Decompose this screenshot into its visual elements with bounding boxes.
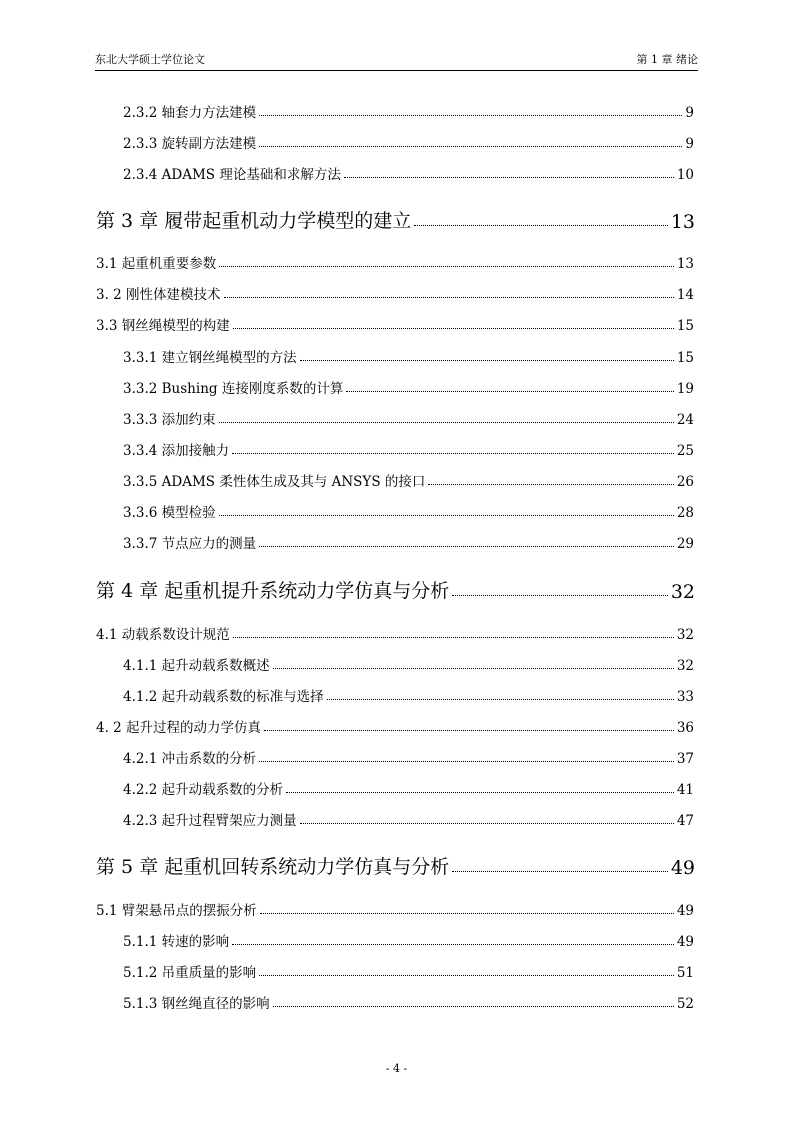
toc-entry-title: 5.1 臂架悬吊点的摆振分析 (96, 903, 257, 919)
toc-entry-page: 29 (676, 536, 694, 552)
toc-entry-title: 4.1.1 起升动载系数概述 (123, 658, 270, 674)
toc-section-entry[interactable] (96, 312, 694, 334)
toc-subsection-entry[interactable] (123, 652, 694, 674)
toc-dot-leader (219, 515, 674, 516)
page-number: - 4 - (385, 1062, 408, 1075)
toc-section-entry[interactable] (96, 250, 694, 272)
toc-entry-page: 33 (676, 689, 694, 705)
toc-dot-leader (264, 730, 674, 731)
toc-dot-leader (273, 668, 674, 669)
toc-entry-title: 第 5 章 起重机回转系统动力学仿真与分析 (96, 856, 450, 878)
toc-entry-title: 2.3.4 ADAMS 理论基础和求解方法 (123, 167, 341, 183)
toc-entry-page: 14 (676, 287, 694, 303)
toc-entry-title: 4.2.2 起升动载系数的分析 (123, 782, 284, 798)
toc-entry-page: 49 (676, 934, 694, 950)
toc-dot-leader (346, 391, 673, 392)
toc-subsection-entry[interactable] (123, 959, 694, 981)
toc-entry-title: 4. 2 起升过程的动力学仿真 (96, 720, 262, 736)
toc-entry-title: 4.1 动载系数设计规范 (96, 627, 230, 643)
toc-section-entry[interactable] (96, 714, 694, 736)
toc-section-entry[interactable] (96, 621, 694, 643)
toc-entry-page: 51 (676, 965, 694, 981)
toc-entry-title: 3.3.3 添加约束 (123, 412, 216, 428)
toc-subsection-entry[interactable] (123, 437, 694, 459)
toc-section-entry[interactable] (96, 281, 694, 303)
toc-entry-title: 4.2.3 起升过程臂架应力测量 (123, 813, 297, 829)
toc-subsection-entry[interactable] (123, 776, 694, 798)
toc-entry-page: 15 (676, 350, 694, 366)
toc-entry-page: 9 (685, 136, 694, 152)
toc-subsection-entry[interactable] (123, 745, 694, 767)
toc-subsection-entry[interactable] (123, 683, 694, 705)
toc-entry-page: 25 (676, 443, 694, 459)
toc-entry-title: 4.1.2 起升动载系数的标准与选择 (123, 689, 324, 705)
toc-dot-leader (259, 146, 682, 147)
toc-subsection-entry[interactable] (123, 344, 694, 366)
toc-entry-page: 10 (676, 167, 694, 183)
toc-dot-leader (452, 871, 668, 872)
toc-dot-leader (233, 637, 674, 638)
toc-dot-leader (260, 913, 674, 914)
toc-entry-page: 9 (685, 105, 694, 121)
toc-dot-leader (300, 360, 674, 361)
toc-subsection-entry[interactable] (123, 807, 694, 829)
toc-dot-leader (273, 1006, 674, 1007)
toc-entry-title: 3.3.4 添加接触力 (123, 443, 230, 459)
toc-dot-leader (259, 115, 682, 116)
toc-dot-leader (219, 422, 674, 423)
toc-subsection-entry[interactable] (123, 990, 694, 1012)
toc-entry-title: 第 3 章 履带起重机动力学模型的建立 (96, 210, 412, 232)
toc-entry-page: 13 (676, 256, 694, 272)
toc-dot-leader (259, 761, 674, 762)
toc-dot-leader (224, 297, 674, 298)
toc-subsection-entry[interactable] (123, 99, 694, 121)
toc-subsection-entry[interactable] (123, 468, 694, 490)
toc-dot-leader (327, 699, 674, 700)
toc-entry-title: 3.3.7 节点应力的测量 (123, 536, 257, 552)
toc-entry-page: 13 (670, 211, 695, 233)
toc-subsection-entry[interactable] (123, 375, 694, 397)
toc-dot-leader (300, 823, 674, 824)
toc-entry-page: 52 (676, 996, 694, 1012)
toc-dot-leader (452, 595, 668, 596)
toc-entry-title: 3. 2 刚性体建模技术 (96, 287, 221, 303)
toc-chapter-entry[interactable] (96, 849, 695, 879)
toc-entry-page: 32 (670, 581, 695, 603)
toc-entry-page: 28 (676, 505, 694, 521)
toc-entry-page: 32 (676, 627, 694, 643)
toc-dot-leader (259, 975, 674, 976)
toc-subsection-entry[interactable] (123, 928, 694, 950)
toc-entry-title: 5.1.2 吊重质量的影响 (123, 965, 257, 981)
toc-entry-page: 15 (676, 318, 694, 334)
toc-subsection-entry[interactable] (123, 406, 694, 428)
toc-entry-title: 4.2.1 冲击系数的分析 (123, 751, 257, 767)
toc-dot-leader (428, 484, 673, 485)
toc-section-entry[interactable] (96, 897, 694, 919)
toc-entry-page: 32 (676, 658, 694, 674)
toc-entry-title: 5.1.1 转速的影响 (123, 934, 230, 950)
toc-entry-title: 2.3.3 旋转副方法建模 (123, 136, 257, 152)
toc-chapter-entry[interactable] (96, 573, 695, 603)
toc-chapter-entry[interactable] (96, 203, 695, 233)
toc-entry-title: 3.3.1 建立钢丝绳模型的方法 (123, 350, 297, 366)
toc-dot-leader (344, 177, 674, 178)
toc-dot-leader (232, 944, 674, 945)
toc-entry-title: 2.3.2 轴套力方法建模 (123, 105, 257, 121)
toc-entry-page: 49 (676, 903, 694, 919)
toc-entry-title: 3.3.5 ADAMS 柔性体生成及其与 ANSYS 的接口 (123, 474, 426, 490)
toc-entry-title: 3.3.2 Bushing 连接刚度系数的计算 (123, 381, 344, 397)
toc-subsection-entry[interactable] (123, 161, 694, 183)
toc-dot-leader (259, 546, 674, 547)
toc-subsection-entry[interactable] (123, 530, 694, 552)
toc-entry-page: 37 (676, 751, 694, 767)
toc-subsection-entry[interactable] (123, 499, 694, 521)
toc-dot-leader (232, 453, 674, 454)
toc-entry-title: 3.3.6 模型检验 (123, 505, 216, 521)
toc-entry-title: 3.3 钢丝绳模型的构建 (96, 318, 230, 334)
toc-entry-title: 第 4 章 起重机提升系统动力学仿真与分析 (96, 580, 450, 602)
toc-entry-page: 26 (676, 474, 694, 490)
toc-entry-page: 47 (676, 813, 694, 829)
toc-dot-leader (233, 328, 674, 329)
toc-entry-title: 3.1 起重机重要参数 (96, 256, 217, 272)
toc-entry-page: 19 (676, 381, 694, 397)
toc-entry-page: 49 (670, 857, 695, 879)
toc-entry-page: 41 (676, 782, 694, 798)
toc-dot-leader (414, 225, 668, 226)
header-thesis-title: 东北大学硕士学位论文 (95, 53, 205, 66)
toc-entry-page: 36 (676, 720, 694, 736)
toc-entry-page: 24 (676, 412, 694, 428)
toc-dot-leader (286, 792, 674, 793)
toc-dot-leader (219, 266, 674, 267)
header-chapter-title: 第 1 章 绪论 (636, 53, 698, 66)
toc-subsection-entry[interactable] (123, 130, 694, 152)
toc-entry-title: 5.1.3 钢丝绳直径的影响 (123, 996, 270, 1012)
